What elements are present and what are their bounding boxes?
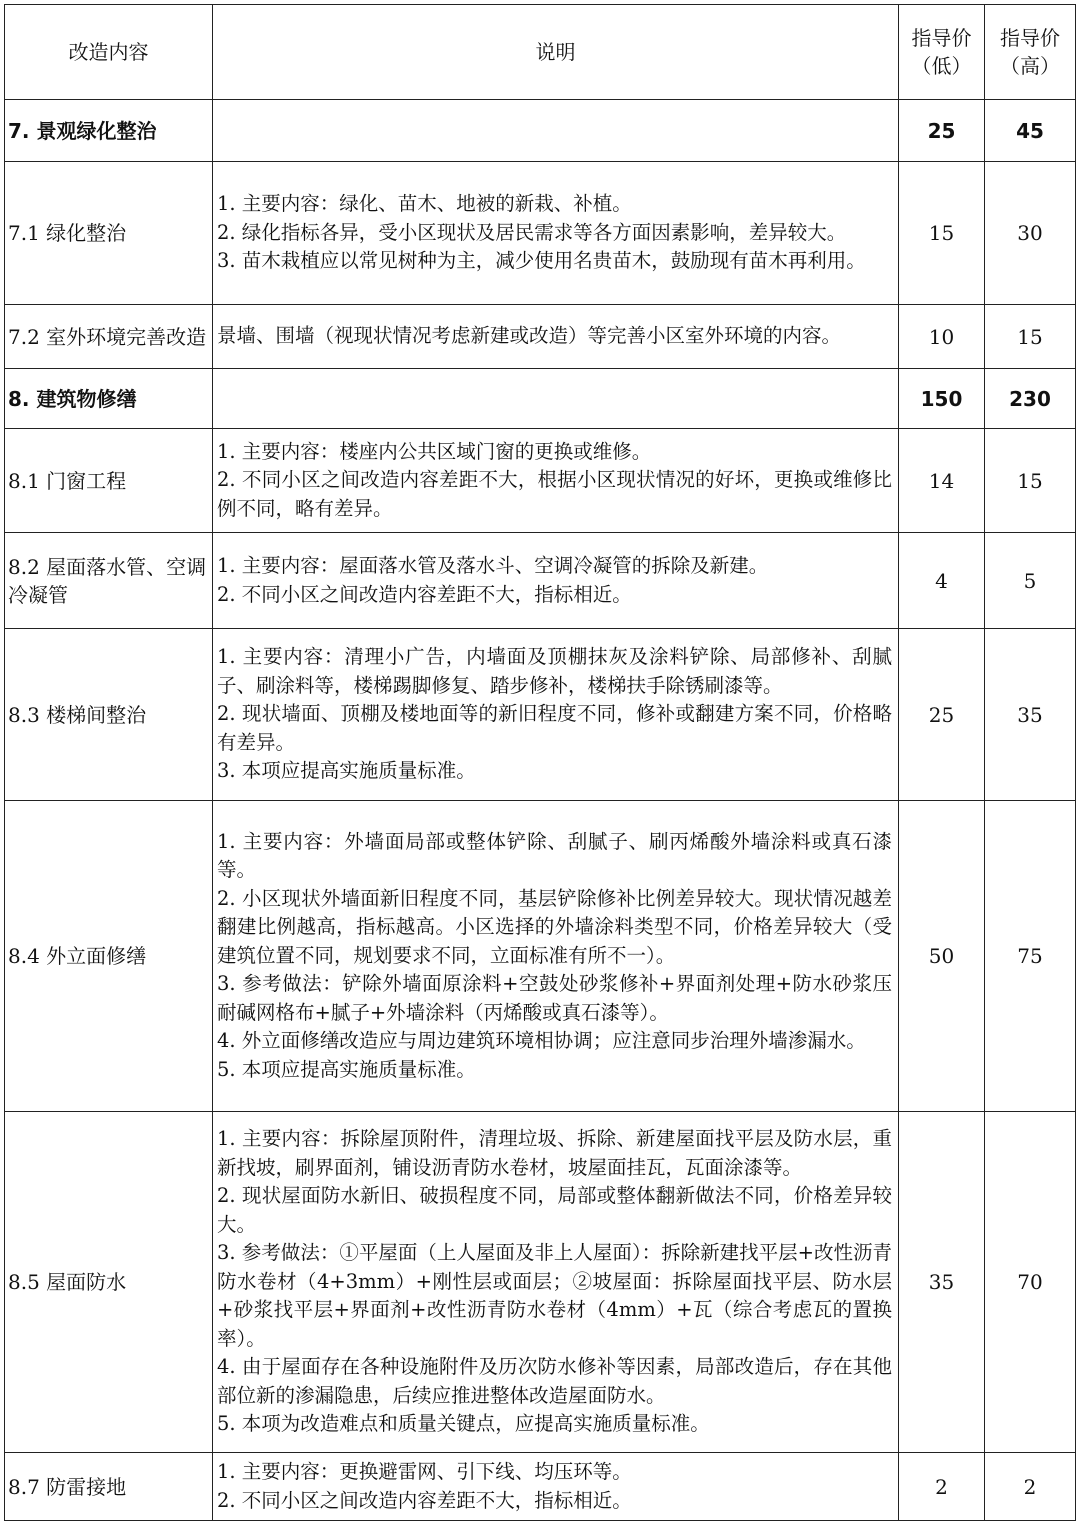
table-row <box>5 1112 1076 1453</box>
description-line: 5. 本项应提高实施质量标准。 <box>217 1057 476 1081</box>
table-row <box>5 629 1076 801</box>
price-high: 15 <box>985 429 1076 533</box>
header-row <box>5 5 1076 100</box>
description-line: 1. 主要内容：清理小广告，内墙面及顶棚抹灰及涂料铲除、局部修补、刮腻子、刷涂料等，楼梯踢脚修复、踏步修补，楼梯扶手除锈刷漆等。 <box>217 645 892 697</box>
price-high: 75 <box>985 801 1076 1112</box>
description-line: 4. 由于屋面存在各种设施附件及历次防水修补等因素，局部改造后，存在其他部位新的渗漏隐患，后续应推进整体改造屋面防水。 <box>217 1355 892 1407</box>
price-low: 15 <box>899 162 985 305</box>
table-row <box>5 305 1076 369</box>
item-name: 8.3 楼梯间整治 <box>5 629 213 801</box>
item-name: 8.7 防雷接地 <box>5 1453 213 1521</box>
price-high: 15 <box>985 305 1076 369</box>
item-description <box>213 801 899 1112</box>
guide-price-table <box>4 4 1076 1521</box>
header-content: 改造内容 <box>5 5 213 100</box>
description-line: 1. 主要内容：更换避雷网、引下线、均压环等。 <box>217 1460 632 1483</box>
item-description <box>213 162 899 305</box>
description-line: 2. 不同小区之间改造内容差距不大，指标相近。 <box>217 582 632 606</box>
header-description: 说明 <box>213 5 899 100</box>
item-name: 7. 景观绿化整治 <box>5 100 213 162</box>
price-high: 45 <box>985 100 1076 162</box>
table-row <box>5 369 1076 429</box>
description-line: 2. 现状屋面防水新旧、破损程度不同，局部或整体翻新做法不同，价格差异较大。 <box>217 1184 892 1236</box>
price-low: 150 <box>899 369 985 429</box>
price-high: 35 <box>985 629 1076 801</box>
description-line: 1. 主要内容：屋面落水管及落水斗、空调冷凝管的拆除及新建。 <box>217 554 769 577</box>
description-line: 3. 苗木栽植应以常见树种为主，减少使用名贵苗木，鼓励现有苗木再利用。 <box>217 249 866 273</box>
description-line: 2. 不同小区之间改造内容差距不大，根据小区现状情况的好坏，更换或维修比例不同，略有差异。 <box>217 468 892 520</box>
description-line: 1. 主要内容：楼座内公共区域门窗的更换或维修。 <box>217 439 652 463</box>
price-high: 5 <box>985 533 1076 629</box>
item-description <box>213 533 899 629</box>
table-row <box>5 801 1076 1112</box>
price-low: 4 <box>899 533 985 629</box>
price-low: 2 <box>899 1453 985 1521</box>
item-description <box>213 305 899 369</box>
item-name: 8. 建筑物修缮 <box>5 369 213 429</box>
description-line: 3. 参考做法：①平屋面（上人屋面及非上人屋面）：拆除新建找平层+改性沥青防水卷材（4+3mm）+刚性层或面层；②坡屋面：拆除屋面找平层、防水层+砂浆找平层+界面剂+改性沥青防水卷材（4mm）+瓦（综合考虑瓦的置换率）。 <box>217 1241 892 1350</box>
price-high: 30 <box>985 162 1076 305</box>
description-line: 景墙、围墙（视现状情况考虑新建或改造）等完善小区室外环境的内容。 <box>217 324 842 348</box>
table-row <box>5 100 1076 162</box>
item-description <box>213 1112 899 1453</box>
price-low: 25 <box>899 629 985 801</box>
description-line: 4. 外立面修缮改造应与周边建筑环境相协调；应注意同步治理外墙渗漏水。 <box>217 1029 866 1053</box>
price-high: 2 <box>985 1453 1076 1521</box>
description-line: 1. 主要内容：绿化、苗木、地被的新栽、补植。 <box>217 192 632 216</box>
item-name: 8.4 外立面修缮 <box>5 801 213 1112</box>
price-low: 25 <box>899 100 985 162</box>
price-low: 50 <box>899 801 985 1112</box>
header-price-low: 指导价 （低） <box>899 5 985 100</box>
description-line: 3. 参考做法：铲除外墙面原涂料+空鼓处砂浆修补+界面剂处理+防水砂浆压耐碱网格布+腻子+外墙涂料（丙烯酸或真石漆等）。 <box>217 972 892 1024</box>
item-name: 8.2 屋面落水管、空调冷凝管 <box>5 533 213 629</box>
description-line: 5. 本项为改造难点和质量关键点，应提高实施质量标准。 <box>217 1412 710 1436</box>
description-line: 2. 小区现状外墙面新旧程度不同，基层铲除修补比例差异较大。现状情况越差翻建比例越高，指标越高。小区选择的外墙涂料类型不同，价格差异较大（受建筑位置不同，规划要求不同，立面标准有所不一）。 <box>217 886 892 967</box>
description-line: 1. 主要内容：拆除屋顶附件，清理垃圾、拆除、新建屋面找平层及防水层，重新找坡，刷界面剂，铺设沥青防水卷材，坡屋面挂瓦，瓦面涂漆等。 <box>217 1127 892 1179</box>
price-low: 35 <box>899 1112 985 1453</box>
item-description <box>213 429 899 533</box>
item-name: 7.1 绿化整治 <box>5 162 213 305</box>
item-name: 8.5 屋面防水 <box>5 1112 213 1453</box>
table-row <box>5 429 1076 533</box>
item-description <box>213 1453 899 1521</box>
item-description <box>213 100 899 162</box>
item-name: 8.1 门窗工程 <box>5 429 213 533</box>
table-row <box>5 162 1076 305</box>
price-low: 14 <box>899 429 985 533</box>
description-line: 3. 本项应提高实施质量标准。 <box>217 759 476 783</box>
price-high: 230 <box>985 369 1076 429</box>
item-description <box>213 369 899 429</box>
table-row <box>5 533 1076 629</box>
description-line: 2. 现状墙面、顶棚及楼地面等的新旧程度不同，修补或翻建方案不同，价格略有差异。 <box>217 702 892 754</box>
price-high: 70 <box>985 1112 1076 1453</box>
item-name: 7.2 室外环境完善改造 <box>5 305 213 369</box>
header-price-high: 指导价 （高） <box>985 5 1076 100</box>
description-line: 2. 绿化指标各异，受小区现状及居民需求等各方面因素影响，差异较大。 <box>217 220 847 244</box>
price-low: 10 <box>899 305 985 369</box>
item-description <box>213 629 899 801</box>
description-line: 1. 主要内容：外墙面局部或整体铲除、刮腻子、刷丙烯酸外墙涂料或真石漆等。 <box>217 829 892 882</box>
table-row <box>5 1453 1076 1521</box>
description-line: 2. 不同小区之间改造内容差距不大，指标相近。 <box>217 1488 632 1512</box>
